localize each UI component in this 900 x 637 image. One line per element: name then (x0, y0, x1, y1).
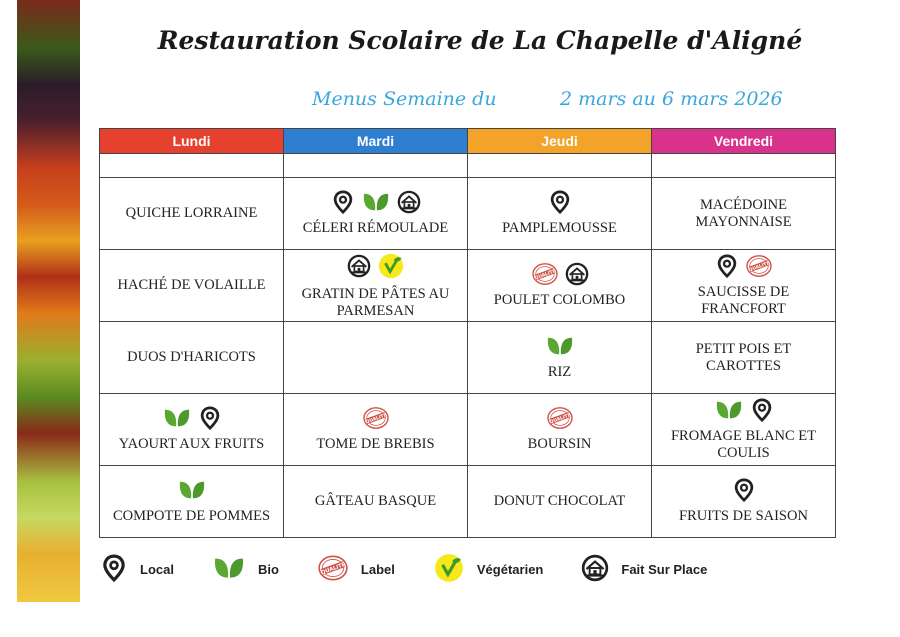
menu-cell (652, 394, 836, 466)
menu-cell (100, 322, 284, 394)
quality-label-icon (317, 554, 349, 585)
day-header-jeudi: Jeudi (468, 129, 652, 154)
blank-row (100, 154, 836, 178)
blank-cell (652, 154, 836, 178)
dish-name: COMPOTE DE POMMES (112, 508, 271, 524)
dish-name: GÂTEAU BASQUE (314, 493, 437, 509)
dish-name: BOURSIN (527, 436, 592, 452)
week-label: Menus Semaine du (312, 88, 497, 110)
vegetarian-icon (377, 252, 405, 280)
house-icon (565, 262, 589, 286)
menu-cell (100, 178, 284, 250)
day-header-row (100, 129, 836, 154)
svg-text:QUALITÉ: QUALITÉ (533, 269, 557, 282)
menu-cell (652, 250, 836, 322)
menu-cell (284, 394, 468, 466)
bio-icon (361, 190, 391, 214)
local-icon (732, 478, 756, 502)
dish-icons (347, 252, 405, 280)
dish-name: DUOS D'HARICOTS (127, 349, 256, 365)
dish-icons (546, 406, 574, 430)
blank-cell (468, 154, 652, 178)
dish-icons (162, 406, 222, 430)
dish-name: RIZ (547, 364, 572, 380)
quality-label-icon (531, 262, 559, 286)
dish-name: QUICHE LORRAINE (125, 205, 258, 221)
dish-icons (331, 190, 421, 214)
bio-icon (212, 554, 246, 585)
bio-icon (714, 398, 744, 422)
fruit-decoration-image (17, 0, 80, 602)
menu-cell (652, 322, 836, 394)
vegetarian-icon (433, 552, 465, 587)
legend-label: Bio (257, 562, 279, 577)
menu-row (100, 466, 836, 538)
dish-name: MACÉDOINE MAYONNAISE (695, 196, 792, 230)
legend-label: Local (140, 562, 174, 577)
house-icon (581, 554, 609, 585)
legend-label: Fait Sur Place (621, 562, 708, 577)
blank-cell (284, 154, 468, 178)
local-icon (715, 254, 739, 278)
dish-icons (545, 334, 575, 358)
week-dates: 2 mars au 6 mars 2026 (560, 88, 783, 110)
menu-cell (468, 178, 652, 250)
menu-cell (652, 178, 836, 250)
bio-icon (177, 478, 207, 502)
menu-row (100, 250, 836, 322)
menu-cell (100, 466, 284, 538)
menu-cell (284, 322, 468, 394)
svg-text:QUALITÉ: QUALITÉ (747, 260, 771, 273)
page-title: Restauration Scolaire de La Chapelle d'Aligné (157, 26, 803, 55)
menu-table (99, 128, 836, 538)
legend-item (212, 554, 279, 585)
legend-item (100, 554, 174, 585)
quality-label-icon (546, 406, 574, 430)
legend (100, 552, 745, 587)
legend-item (317, 554, 395, 585)
menu-cell (284, 466, 468, 538)
bio-icon (545, 334, 575, 358)
dish-name: PAMPLEMOUSSE (502, 220, 617, 236)
dish-icons (177, 478, 207, 502)
dish-name: DONUT CHOCOLAT (493, 493, 626, 509)
dish-name: FROMAGE BLANC ET COULIS (670, 427, 816, 461)
menu-cell (468, 466, 652, 538)
local-icon (331, 190, 355, 214)
local-icon (750, 398, 774, 422)
day-header-mardi: Mardi (284, 129, 468, 154)
dish-icons (732, 478, 756, 502)
dish-name: YAOURT AUX FRUITS (118, 436, 265, 452)
day-header-lundi: Lundi (100, 129, 284, 154)
dish-name: SAUCISSE DE FRANCFORT (697, 283, 790, 317)
quality-label-icon (362, 406, 390, 430)
menu-cell (468, 322, 652, 394)
svg-text:QUALITÉ: QUALITÉ (320, 561, 347, 577)
dish-name: FRUITS DE SAISON (679, 508, 808, 524)
house-icon (397, 190, 421, 214)
quality-label-icon (745, 254, 773, 278)
dish-name: HACHÉ DE VOLAILLE (117, 277, 266, 293)
menu-row (100, 322, 836, 394)
dish-name: CÉLERI RÉMOULADE (302, 220, 449, 236)
svg-text:QUALITÉ: QUALITÉ (364, 413, 388, 426)
menu-cell (284, 178, 468, 250)
blank-cell (100, 154, 284, 178)
svg-text:QUALITÉ: QUALITÉ (548, 413, 572, 426)
menu-cell (100, 250, 284, 322)
dish-name: GRATIN DE PÂTES AU PARMESAN (301, 285, 450, 319)
day-header-vendredi: Vendredi (652, 129, 836, 154)
dish-icons (714, 398, 774, 422)
legend-item (433, 552, 543, 587)
dish-icons (531, 262, 589, 286)
dish-icons (548, 190, 572, 214)
dish-name: PETIT POIS ET CAROTTES (695, 340, 792, 374)
legend-label: Label (360, 562, 395, 577)
menu-row (100, 178, 836, 250)
dish-name: TOME DE BREBIS (316, 436, 435, 452)
menu-cell (652, 466, 836, 538)
local-icon (548, 190, 572, 214)
legend-item (581, 554, 707, 585)
menu-cell (468, 394, 652, 466)
bio-icon (162, 406, 192, 430)
menu-row (100, 394, 836, 466)
dish-icons (362, 406, 390, 430)
menu-cell (100, 394, 284, 466)
local-icon (198, 406, 222, 430)
menu-cell (284, 250, 468, 322)
legend-label: Végétarien (476, 562, 544, 577)
local-icon (100, 554, 128, 585)
dish-icons (715, 254, 773, 278)
dish-name: POULET COLOMBO (493, 292, 626, 308)
menu-cell (468, 250, 652, 322)
house-icon (347, 254, 371, 278)
